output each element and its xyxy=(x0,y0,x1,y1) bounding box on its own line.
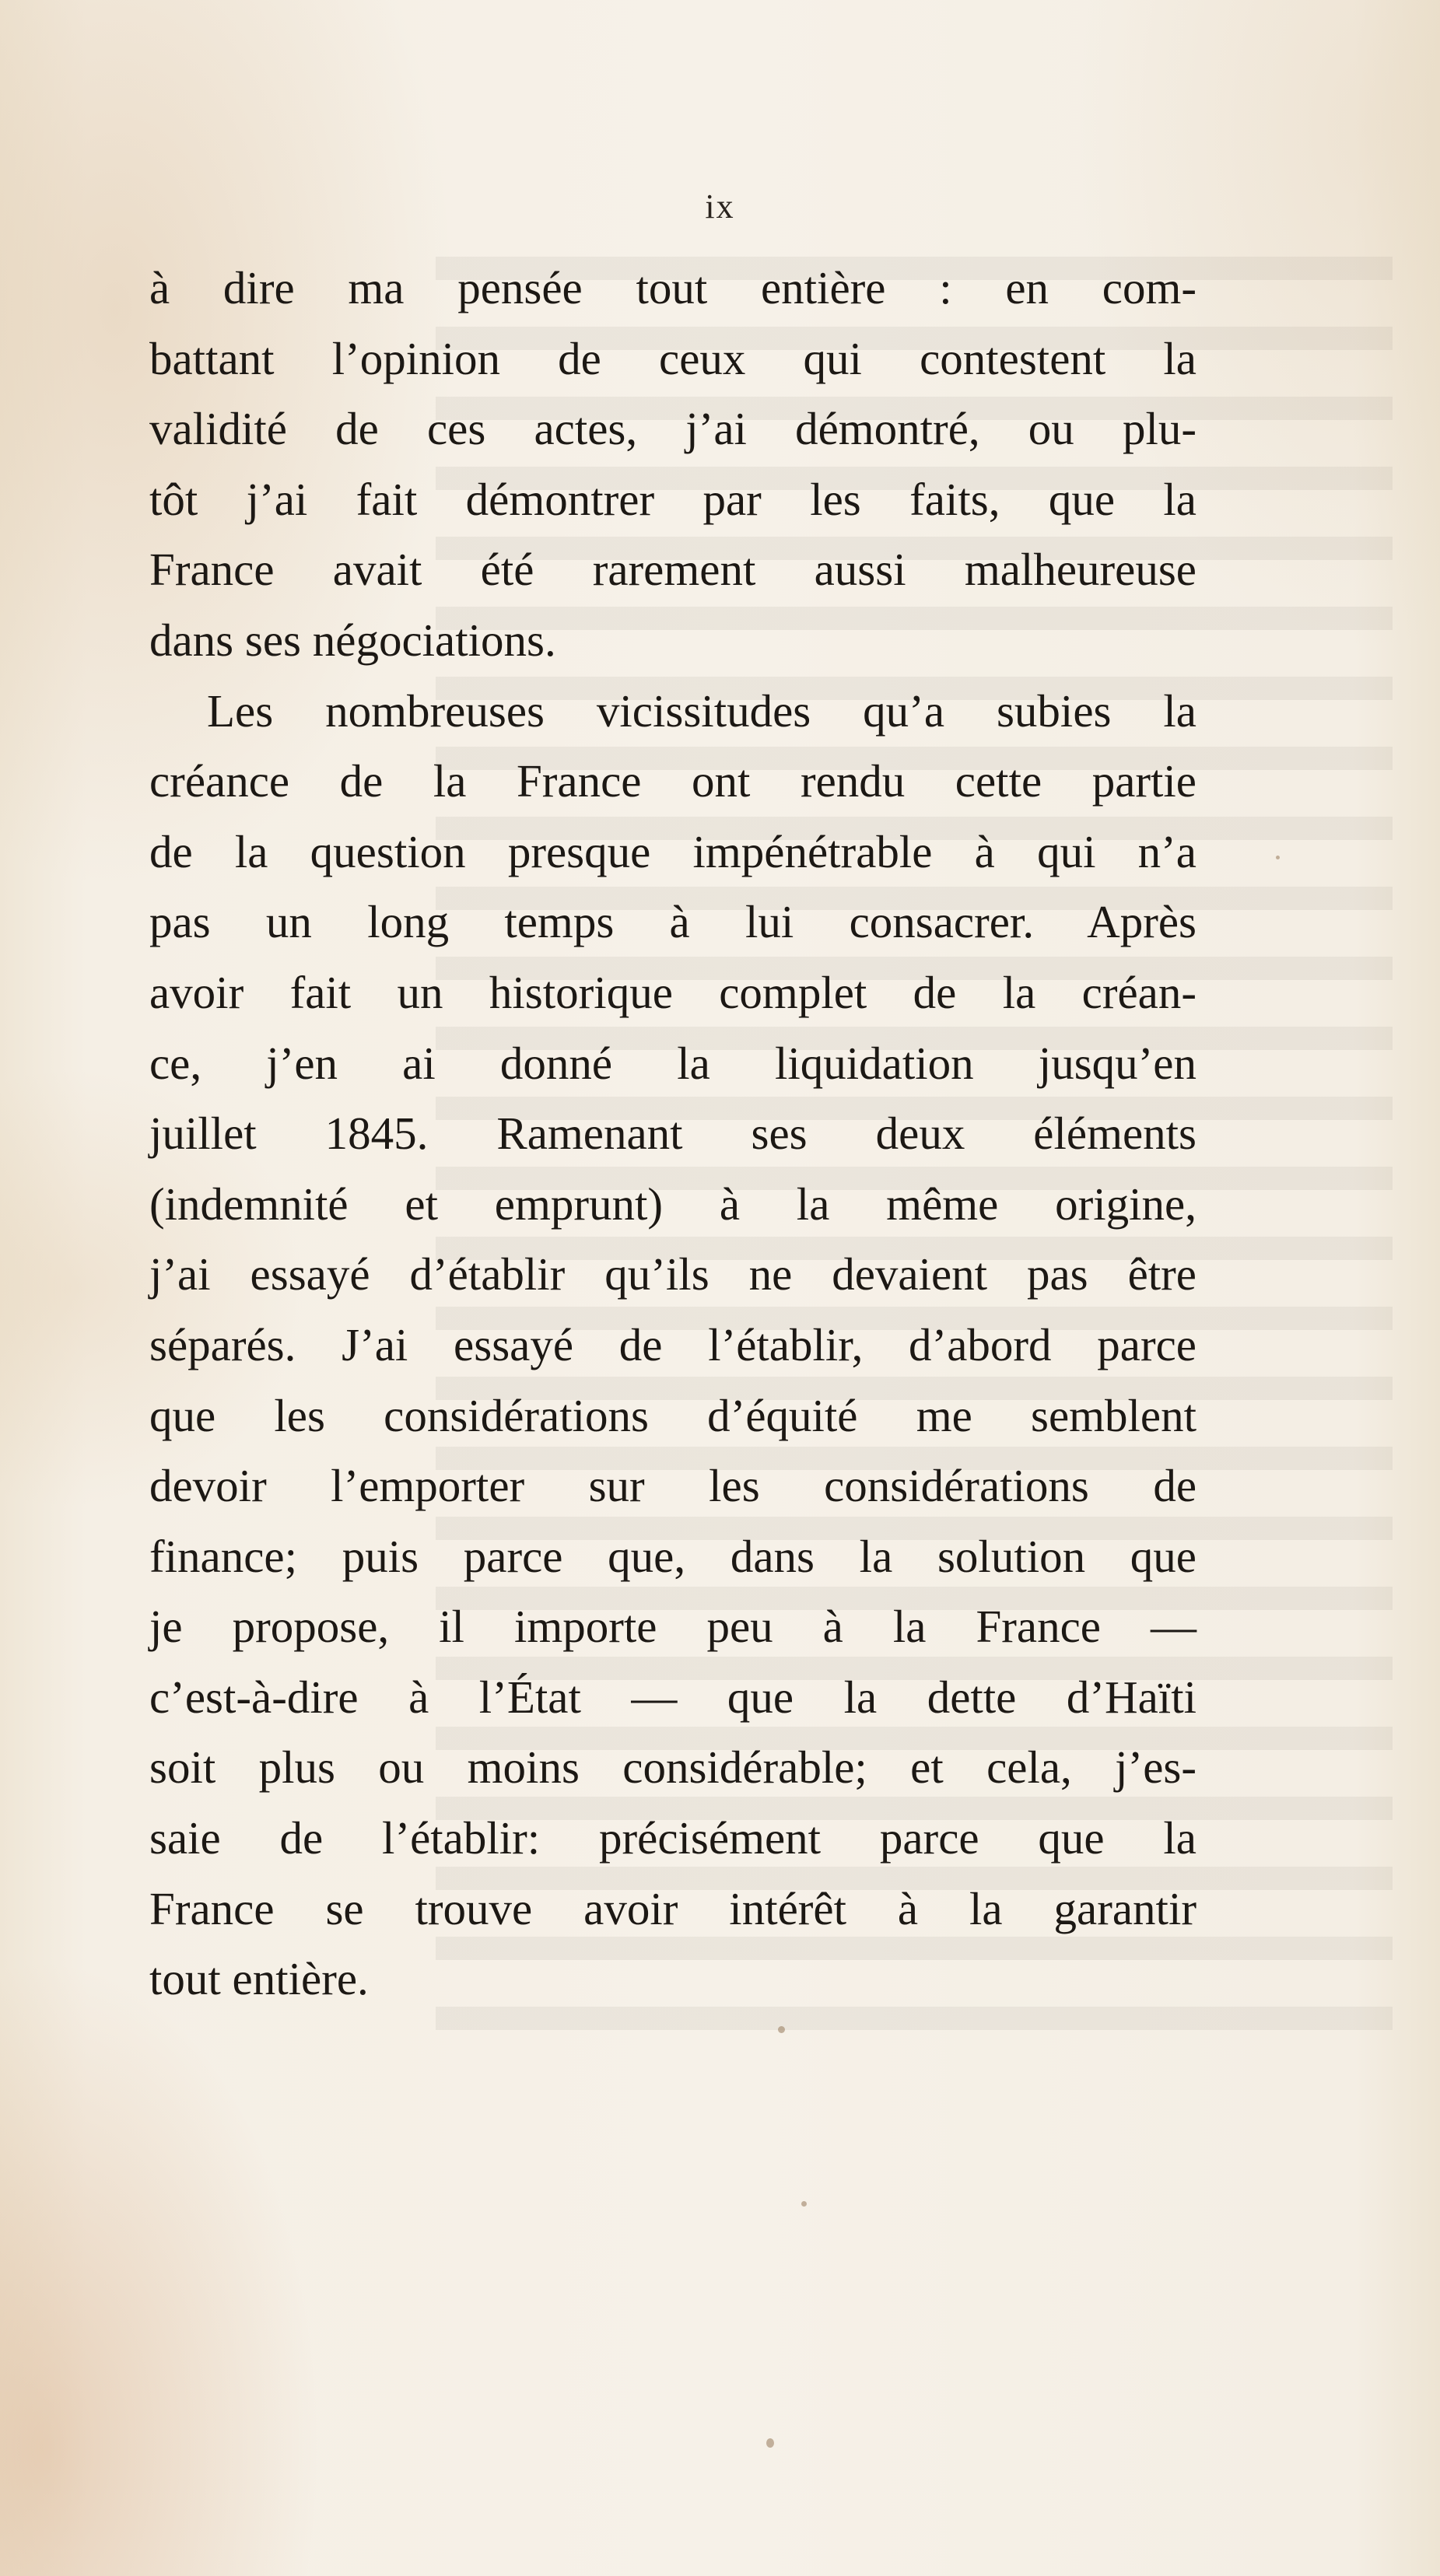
text-line: que les considérations d’équité me semblent xyxy=(149,1389,1196,1441)
page-number: ix xyxy=(705,187,735,226)
text-line: pas un long temps à lui consacrer. Après xyxy=(149,896,1196,948)
text-line: saie de l’établir: précisément parce que la xyxy=(149,1812,1196,1864)
paragraph xyxy=(149,253,1196,676)
text-line: c’est-à-dire à l’État — que la dette d’Haïti xyxy=(149,1671,1196,1723)
text-line: finance; puis parce que, dans la solution que xyxy=(149,1530,1196,1582)
foxing-spot xyxy=(1276,856,1280,859)
text-line: devoir l’emporter sur les considérations de xyxy=(149,1460,1196,1512)
foxing-spot xyxy=(766,2438,774,2448)
text-line: avoir fait un historique complet de la créan- xyxy=(149,966,1196,1018)
text-line: j’ai essayé d’établir qu’ils ne devaient pas être xyxy=(149,1248,1196,1300)
text-line: validité de ces actes, j’ai démontré, ou plu- xyxy=(149,403,1196,455)
text-line: battant l’opinion de ceux qui contestent la xyxy=(149,332,1196,384)
text-line: séparés. J’ai essayé de l’établir, d’abord parce xyxy=(149,1318,1196,1370)
text-line: ce, j’en ai donné la liquidation jusqu’en xyxy=(149,1037,1196,1089)
paragraph xyxy=(149,676,1196,2014)
foxing-spot xyxy=(778,2026,785,2033)
body-text xyxy=(149,253,1196,2014)
text-line: (indemnité et emprunt) à la même origine, xyxy=(149,1178,1196,1230)
text-line: soit plus ou moins considérable; et cela, j’es- xyxy=(149,1741,1196,1794)
text-line: France avait été rarement aussi malheureuse xyxy=(149,544,1196,596)
text-line: je propose, il importe peu à la France — xyxy=(149,1601,1196,1653)
text-line: tout entière. xyxy=(149,1953,369,2005)
text-line: dans ses négociations. xyxy=(149,614,556,666)
text-line: tôt j’ai fait démontrer par les faits, que la xyxy=(149,473,1196,525)
text-line: créance de la France ont rendu cette partie xyxy=(149,755,1196,807)
text-line: Les nombreuses vicissitudes qu’a subies la xyxy=(207,684,1196,737)
text-line: juillet 1845. Ramenant ses deux éléments xyxy=(149,1108,1196,1160)
text-line: de la question presque impénétrable à qui n’a xyxy=(149,825,1196,877)
text-line: France se trouve avoir intérêt à la garantir xyxy=(149,1882,1196,1934)
text-line: à dire ma pensée tout entière : en com- xyxy=(149,262,1196,313)
foxing-spot xyxy=(801,2201,807,2207)
